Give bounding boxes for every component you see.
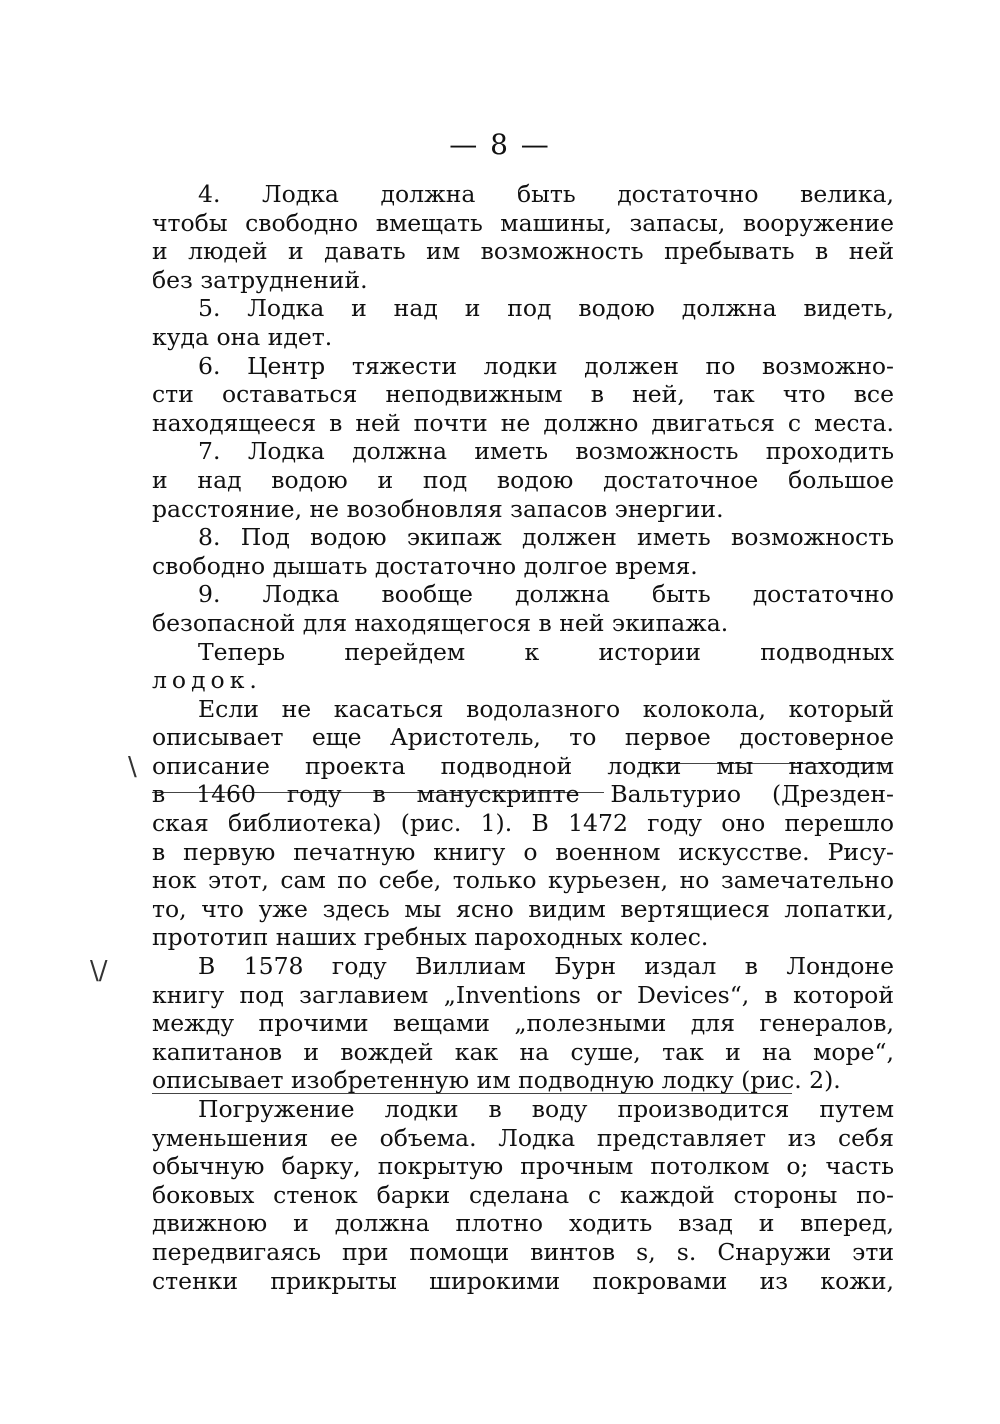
text-line: 8. Под водою экипаж должен иметь возможность — [198, 523, 894, 552]
text-line: 6. Центр тяжести лодки должен по возможно- — [198, 351, 894, 380]
text-line: и людей и давать им возможность пребывать в ней — [152, 237, 894, 266]
text-line: Если не касаться водолазного колокола, который — [198, 694, 894, 723]
text-line: расстояние, не возобновляя запасов энергии. — [152, 494, 724, 523]
text-line: то, что уже здесь мы ясно видим вертящиеся лопатки, — [152, 894, 894, 923]
text-line: 5. Лодка и над и под водою должна видеть, — [198, 294, 894, 323]
text-line: в первую печатную книгу о военном искусстве. Рису- — [152, 837, 894, 866]
text-line: в 1460 году в манускрипте Вальтурио (Дрезден- — [152, 780, 894, 809]
text-line: лодок. — [152, 666, 262, 695]
margin-check-mark-2: \/ — [90, 956, 108, 986]
text-line: без затруднений. — [152, 265, 368, 294]
text-line: стенки прикрыты широкими покровами из кожи, — [152, 1266, 894, 1295]
text-line: описывает изобретенную им подводную лодку (рис. 2). — [152, 1066, 841, 1095]
text-line: боковых стенок барки сделана с каждой стороны по- — [152, 1180, 894, 1209]
text-line: ская библиотека) (рис. 1). В 1472 году оно перешло — [152, 809, 894, 838]
text-line: 9. Лодка вообще должна быть достаточно — [198, 580, 894, 609]
text-line: нок этот, сам по себе, только курьезен, но замечательно — [152, 866, 894, 895]
text-line: описывает еще Аристотель, то первое достоверное — [152, 723, 894, 752]
text-line: движною и должна плотно ходить взад и вперед, — [152, 1209, 894, 1238]
text-line: безопасной для находящегося в ней экипажа. — [152, 608, 729, 637]
text-line: куда она идет. — [152, 322, 333, 351]
text-line: Погружение лодки в воду производится путем — [198, 1095, 894, 1123]
text-line: описание проекта подводной лодки мы находим — [152, 751, 894, 780]
text-line: чтобы свободно вмещать машины, запасы, вооружение — [152, 208, 894, 237]
text-line: сти оставаться неподвижным в ней, так что все — [152, 380, 894, 409]
text-line: 7. Лодка должна иметь возможность проходить — [198, 437, 894, 466]
text-line: между прочими вещами „полезными для генералов, — [152, 1009, 894, 1038]
text-line: находящееся в ней почти не должно двигаться с места. — [152, 408, 894, 437]
page-number: — 8 — — [449, 128, 551, 161]
text-line: Теперь перейдем к истории подводных — [198, 637, 894, 666]
body-text — [152, 180, 894, 1295]
text-line: передвигаясь при помощи винтов s, s. Снаружи эти — [152, 1237, 894, 1266]
text-line: и над водою и под водою достаточное большое — [152, 465, 894, 494]
text-line: свободно дышать достаточно долгое время. — [152, 551, 698, 580]
text-line: 4. Лодка должна быть достаточно велика, — [198, 180, 894, 208]
text-line: капитанов и вождей как на суше, так и на море“, — [152, 1037, 894, 1066]
text-line: книгу под заглавием „Inventions or Devices“, в которой — [152, 980, 894, 1009]
margin-check-mark-1: \ — [128, 752, 137, 782]
text-line: обычную барку, покрытую прочным потолком о; часть — [152, 1152, 894, 1181]
text-line: В 1578 году Виллиам Бурн издал в Лондоне — [198, 952, 894, 981]
text-line: прототип наших гребных пароходных колес. — [152, 923, 709, 952]
text-line: уменьшения ее объема. Лодка представляет из себя — [152, 1123, 894, 1152]
